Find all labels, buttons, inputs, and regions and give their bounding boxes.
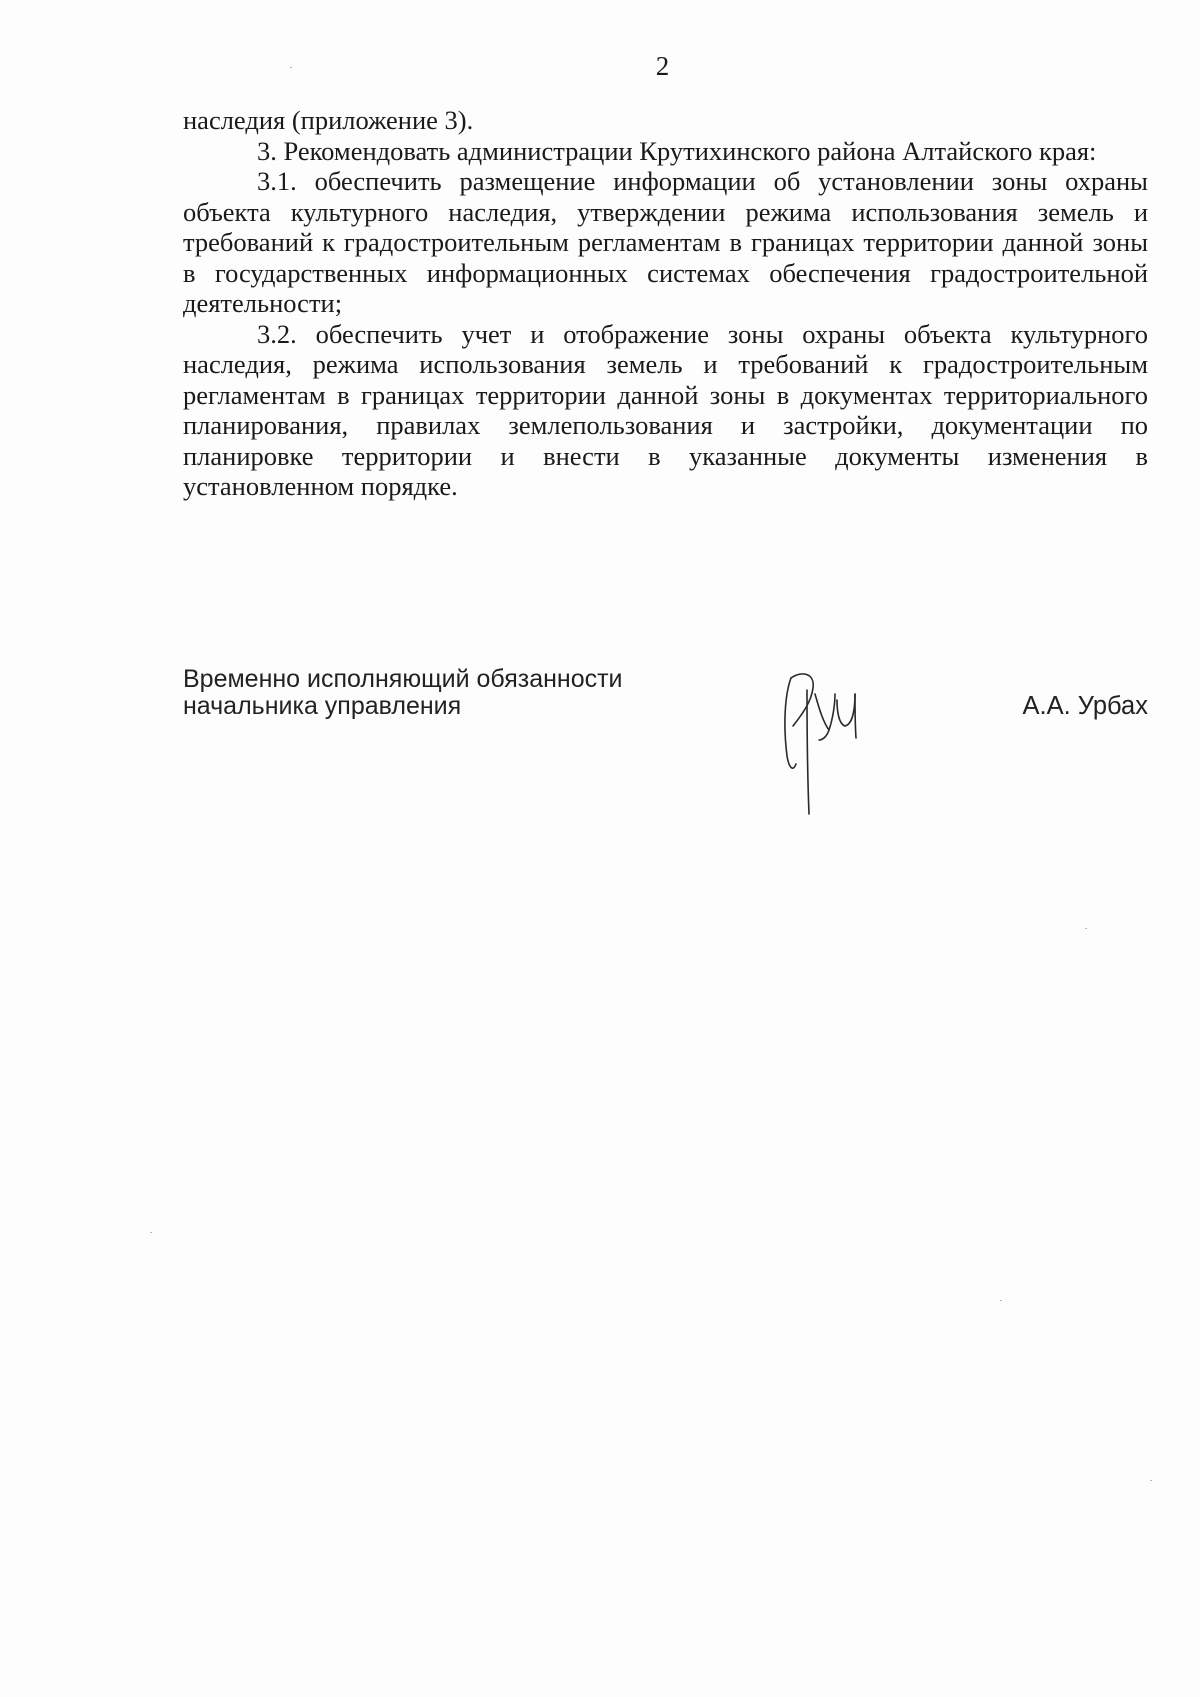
signature-block bbox=[183, 666, 1148, 826]
handwritten-signature bbox=[763, 664, 893, 824]
scan-speck bbox=[1085, 928, 1087, 929]
scan-speck bbox=[1000, 1300, 1002, 1301]
paragraph-item-3-1: 3.1. обеспечить размещение информации об установлении зоны охраны объекта культурного наследия, утверждении режима использования земель и требований к градостроительным регламентам в границах территории данной зоны в государственных информационных системах обеспечения градостроительной деятельности; bbox=[183, 166, 1148, 318]
document-body bbox=[183, 105, 1148, 502]
scan-speck bbox=[150, 1232, 152, 1233]
signatory-position bbox=[183, 666, 623, 720]
scan-speck bbox=[1150, 1480, 1152, 1481]
paragraph-item-3-2: 3.2. обеспечить учет и отображение зоны охраны объекта культурного наследия, режима использования земель и требований к градостроительным регламентам в границах территории данной зоны в документах территориального планирования, правилах землепользования и застройки, документации по планировке территории и внести в указанные документы изменения в установленном порядке. bbox=[183, 318, 1148, 501]
paragraph-continuation: наследия (приложение 3). bbox=[183, 105, 474, 135]
paragraph-item-3: 3. Рекомендовать администрации Крутихинского района Алтайского края: bbox=[257, 135, 1097, 166]
signatory-position-line-2: начальника управления bbox=[183, 692, 462, 720]
signatory-name: А.А. Урбах bbox=[1022, 692, 1148, 720]
signatory-position-line-1: Временно исполняющий обязанности bbox=[183, 665, 623, 693]
scan-speck bbox=[290, 67, 292, 68]
page-number: 2 bbox=[655, 51, 670, 81]
